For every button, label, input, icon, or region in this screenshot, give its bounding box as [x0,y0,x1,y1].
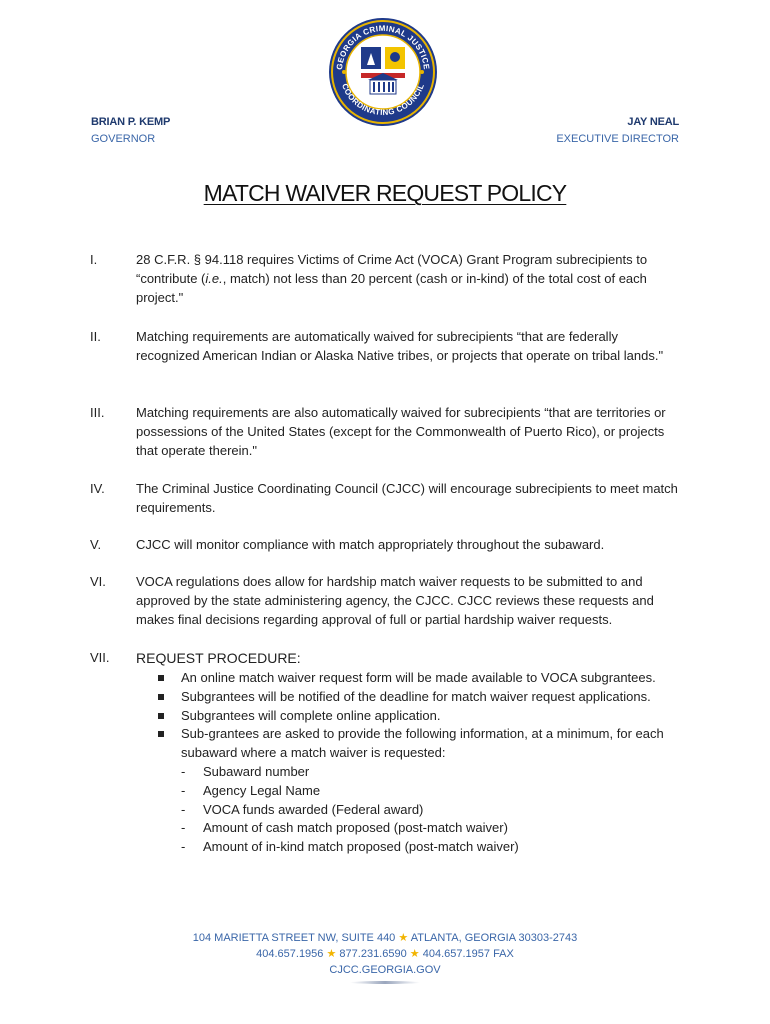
governor-title: GOVERNOR [91,133,156,145]
item-text: The Criminal Justice Coordinating Council (CJCC) will encourage subrecipients to meet match requirements. [136,481,678,515]
executive-director-name: JAY NEAL [627,116,679,128]
footer-website-link[interactable]: CJCC.GEORGIA.GOV [329,964,441,976]
procedure-heading: REQUEST PROCEDURE: [136,650,301,666]
star-icon: ★ [398,932,409,944]
bullet-icon [158,731,164,737]
star-icon: ★ [326,948,337,960]
list-item: - Agency Legal Name [181,782,321,798]
list-item: - VOCA funds awarded (Federal award) [181,801,424,817]
list-item: - Subaward number [181,763,310,779]
bullet-icon [158,694,164,700]
required-info-list [158,763,678,857]
bullet-icon [158,675,164,681]
item-numeral: IV. [90,481,105,496]
procedure-bullets [158,669,678,857]
seal-bottom-text: COORDINATING COUNCIL [339,82,426,118]
list-item: Subgrantees will complete online application. [158,707,678,726]
cjcc-seal-logo [328,17,438,127]
footer-phones: 404.657.1956 ★ 877.231.6590 ★ 404.657.1957 FAX [256,948,514,960]
list-item: An online match waiver request form will be made available to VOCA subgrantees. [158,669,678,688]
item-numeral: VII. [90,650,110,665]
item-text: Matching requirements are automatically waived for subrecipients “that are federally recognized American Indian or Alaska Native tribes, or projects that operate on tribal lands." [136,329,664,363]
list-item: - Amount of in-kind match proposed (post-match waiver) [181,839,519,855]
list-item: Sub-grantees are asked to provide the following information, at a minimum, for each subaward where a match waiver is requested: [158,725,678,763]
list-item: - Amount of cash match proposed (post-match waiver) [181,820,508,836]
item-numeral: VI. [90,574,106,589]
item-numeral: III. [90,405,105,420]
footer-address: 104 MARIETTA STREET NW, SUITE 440 ★ ATLANTA, GEORGIA 30303-2743 [192,932,578,944]
governor-name: BRIAN P. KEMP [91,116,171,128]
document-title: MATCH WAIVER REQUEST POLICY [203,180,567,206]
item-numeral: II. [90,329,101,344]
executive-director-title: EXECUTIVE DIRECTOR [556,133,679,145]
footer-divider [350,981,420,984]
star-icon: ★ [409,948,420,960]
seal-top-text: GEORGIA CRIMINAL JUSTICE [334,23,432,71]
item-text: CJCC will monitor compliance with match appropriately throughout the subaward. [136,537,605,552]
item-text: Matching requirements are also automatically waived for subrecipients “that are territories or possessions of the United States (except for the Commonwealth of Puerto Rico), or projects that operate therein." [136,405,666,458]
footer [0,930,770,978]
item-numeral: I. [90,252,98,267]
item-text: 28 C.F.R. § 94.118 requires Victims of Crime Act (VOCA) Grant Program subrecipients to “contribute (i.e., match) not less than 20 percent (cash or in-kind) of the total cost of each project." [136,252,648,305]
item-numeral: V. [90,537,102,552]
list-item: Subgrantees will be notified of the deadline for match waiver request applications. [158,688,678,707]
bullet-icon [158,713,164,719]
item-text: VOCA regulations does allow for hardship match waiver requests to be submitted to and approved by the state administering agency, the CJCC. CJCC reviews these requests and makes final decisions regarding approval of full or partial hardship waiver requests. [136,574,654,627]
